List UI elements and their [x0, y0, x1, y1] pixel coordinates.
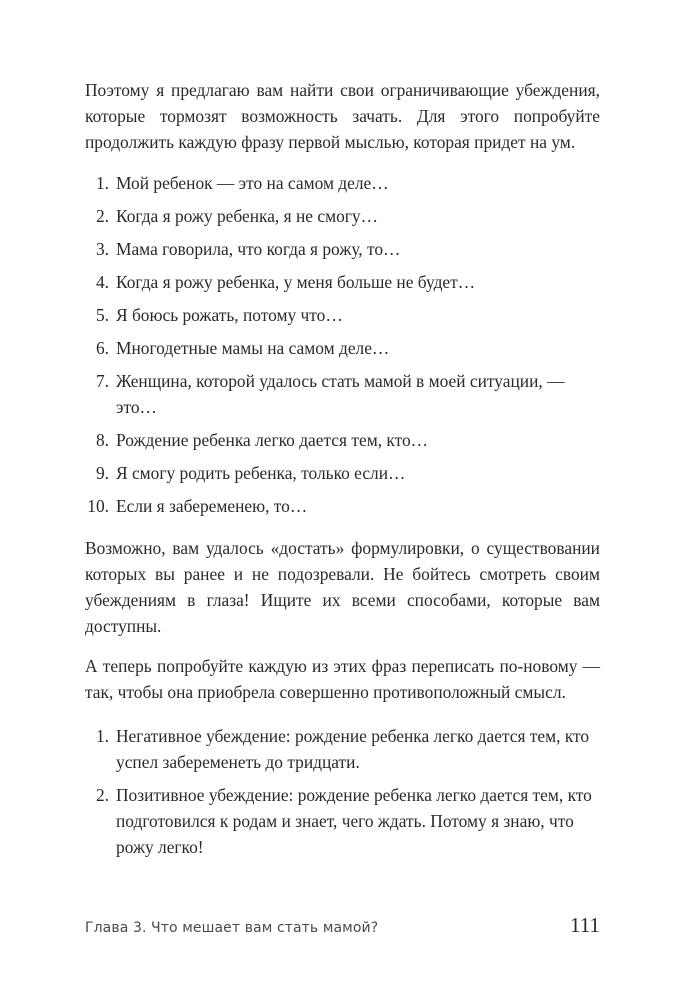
intro-paragraph: Поэтому я предлагаю вам найти свои ограничивающие убеждения, которые тормозят возможность зачать. Для этого попробуйте продолжить каждую фразу первой мыслью, которая придет на ум.: [85, 80, 600, 152]
list-item-text: Когда я рожу ребенка, у меня больше не будет…: [116, 272, 476, 292]
list-item-number: 9.: [95, 463, 109, 483]
page-footer: [85, 910, 600, 940]
list-item: [85, 460, 600, 486]
list-item: [85, 236, 600, 262]
phrases-list: [85, 170, 600, 519]
page-number: 111: [570, 913, 600, 937]
list-item: [85, 368, 600, 420]
list-item-number: 2.: [95, 785, 109, 805]
list-item-number: 2.: [95, 206, 109, 226]
paragraph-rewrite: А теперь попробуйте каждую из этих фраз переписать по-новому — так, чтобы она приобрела совершенно противоположный смысл.: [85, 656, 600, 702]
list-item-text: Позитивное убеждение: рождение ребенка легко дается тем, кто подготовился к родам и знает, чего ждать. Потому я знаю, что рожу легко!: [116, 785, 592, 857]
list-item: [85, 335, 600, 361]
list-item: [85, 493, 600, 519]
page-body: [85, 77, 600, 867]
list-item: [85, 269, 600, 295]
chapter-title: Глава 3. Что мешает вам стать мамой?: [85, 920, 379, 936]
list-item-text: Негативное убеждение: рождение ребенка легко дается тем, кто успел забеременеть до тридцати.: [116, 726, 590, 772]
list-item-number: 10.: [87, 496, 109, 516]
list-item: [85, 723, 600, 775]
list-item-number: 5.: [95, 305, 109, 325]
list-item: [85, 782, 600, 860]
list-item: [85, 302, 600, 328]
list-item: [85, 170, 600, 196]
list-item-number: 1.: [95, 173, 109, 193]
list-item-number: 4.: [95, 272, 109, 292]
list-item-text: Если я забеременею, то…: [116, 496, 308, 516]
list-item-number: 3.: [95, 239, 109, 259]
list-item-text: Мой ребенок — это на самом деле…: [116, 173, 389, 193]
paragraph-search-beliefs: Возможно, вам удалось «достать» формулировки, о существовании которых вы ранее и не подозревали. Не бойтесь смотреть своим убеждениям в глаза! Ищите их всеми способами, которые вам доступны.: [85, 538, 600, 636]
list-item-text: Многодетные мамы на самом деле…: [116, 338, 390, 358]
list-item-number: 7.: [95, 371, 109, 391]
list-item-text: Я смогу родить ребенка, только если…: [116, 463, 406, 483]
list-item-number: 6.: [95, 338, 109, 358]
list-item-text: Я боюсь рожать, потому что…: [116, 305, 343, 325]
list-item-number: 1.: [95, 726, 109, 746]
list-item: [85, 427, 600, 453]
list-item-text: Рождение ребенка легко дается тем, кто…: [116, 430, 429, 450]
list-item-text: Когда я рожу ребенка, я не смогу…: [116, 206, 378, 226]
list-item-number: 8.: [95, 430, 109, 450]
list-item: [85, 203, 600, 229]
list-item-text: Женщина, которой удалось стать мамой в моей ситуации, — это…: [116, 371, 565, 417]
list-item-text: Мама говорила, что когда я рожу, то…: [116, 239, 401, 259]
examples-list: [85, 723, 600, 860]
